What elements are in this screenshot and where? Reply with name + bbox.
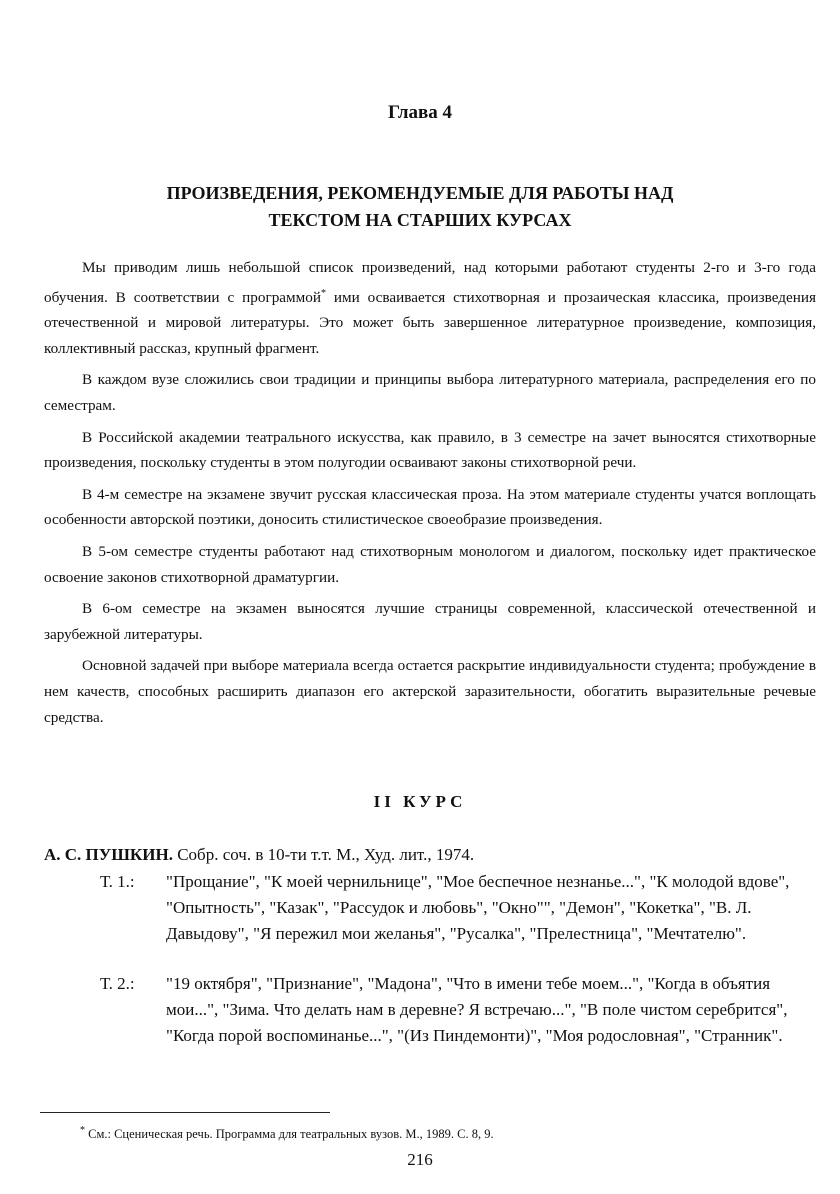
paragraph-7: Основной задачей при выборе материала всегда остается раскрытие индивидуальности студента; пробуждение в нем качеств, способных расширить диапазон его актерской заразительности, обогатить выразительные речевые средства.: [44, 657, 816, 726]
author-entry: [44, 845, 474, 865]
volume-entry: [100, 971, 820, 1049]
paragraph-2: В каждом вузе сложились свои традиции и принципы выбора литературного материала, распределения его по семестрам.: [44, 371, 816, 415]
paragraph-1-start: Мы приводим лишь небольшой список произведений, над которыми работают студенты 2-го и 3-го года обучения. В соответствии с программой: [44, 259, 816, 306]
volume-label: Т. 2.:: [100, 974, 135, 993]
paragraph-1-end: ими осваивается стихотворная и прозаическая классика, произведения отечественной и мировой литературы. Это может быть завершенное литературное произведение, композиция, коллективный рассказ, крупный фрагмент.: [44, 288, 816, 357]
footnote-text: См.: Сценическая речь. Программа для театральных вузов. М., 1989. С. 8, 9.: [85, 1127, 494, 1142]
footnote-divider: [40, 1112, 330, 1113]
volume-works: "19 октября", "Признание", "Мадона", "Что в имени тебе моем...", "Когда в объятия мои...", "Зима. Что делать нам в деревне? Я встречаю...", "В поле чистом серебрится", "Когда порой воспоминанье...", "(Из Пиндемонти)", "Моя родословная", "Странник".: [166, 974, 788, 1045]
body-text: [44, 255, 816, 736]
author-source: Собр. соч. в 10-ти т.т. М., Худ. лит., 1974.: [172, 845, 475, 864]
chapter-title: [0, 180, 840, 234]
footnote-reference: *: [320, 287, 326, 299]
page-number: 216: [407, 1150, 433, 1169]
paragraph-6: В 6-ом семестре на экзамен выносятся лучшие страницы современной, классической отечественной и зарубежной литературы.: [44, 600, 816, 643]
chapter-title-line-2: ТЕКСТОМ НА СТАРШИХ КУРСАХ: [268, 210, 572, 230]
chapter-heading: Глава 4: [387, 102, 453, 123]
author-name: А. С. ПУШКИН.: [44, 845, 173, 864]
paragraph-5: В 5-ом семестре студенты работают над стихотворным монологом и диалогом, поскольку идет практическое освоение законов стихотворной драматургии.: [44, 543, 816, 586]
footnote-mark: *: [80, 1125, 85, 1136]
footnote: [80, 1125, 494, 1142]
paragraph-1: [44, 255, 816, 361]
volume-label: Т. 1.:: [100, 872, 135, 891]
volume-entry: [100, 869, 820, 947]
volume-works: "Прощание", "К моей чернильнице", "Мое беспечное незнанье...", "К молодой вдове", "Опытность", "Казак", "Рассудок и любовь", "Окно"", "Демон", "Кокетка", "В. Л. Давыдову", "Я пережил мои желанья", "Русалка", "Прелестница", "Мечтателю".: [166, 872, 790, 943]
chapter-title-line-1: ПРОИЗВЕДЕНИЯ, РЕКОМЕНДУЕМЫЕ ДЛЯ РАБОТЫ НАД: [166, 183, 674, 203]
paragraph-3: В Российской академии театрального искусства, как правило, в 3 семестре на зачет выносятся стихотворные произведения, поскольку студенты в этом полугодии осваивают законы стихотворной речи.: [44, 428, 816, 472]
paragraph-4: В 4-м семестре на экзамене звучит русская классическая проза. На этом материале студенты учатся воплощать особенности авторской поэтики, доносить стилистическое своеобразие произведения.: [44, 485, 816, 529]
course-heading: II КУРС: [373, 792, 467, 811]
